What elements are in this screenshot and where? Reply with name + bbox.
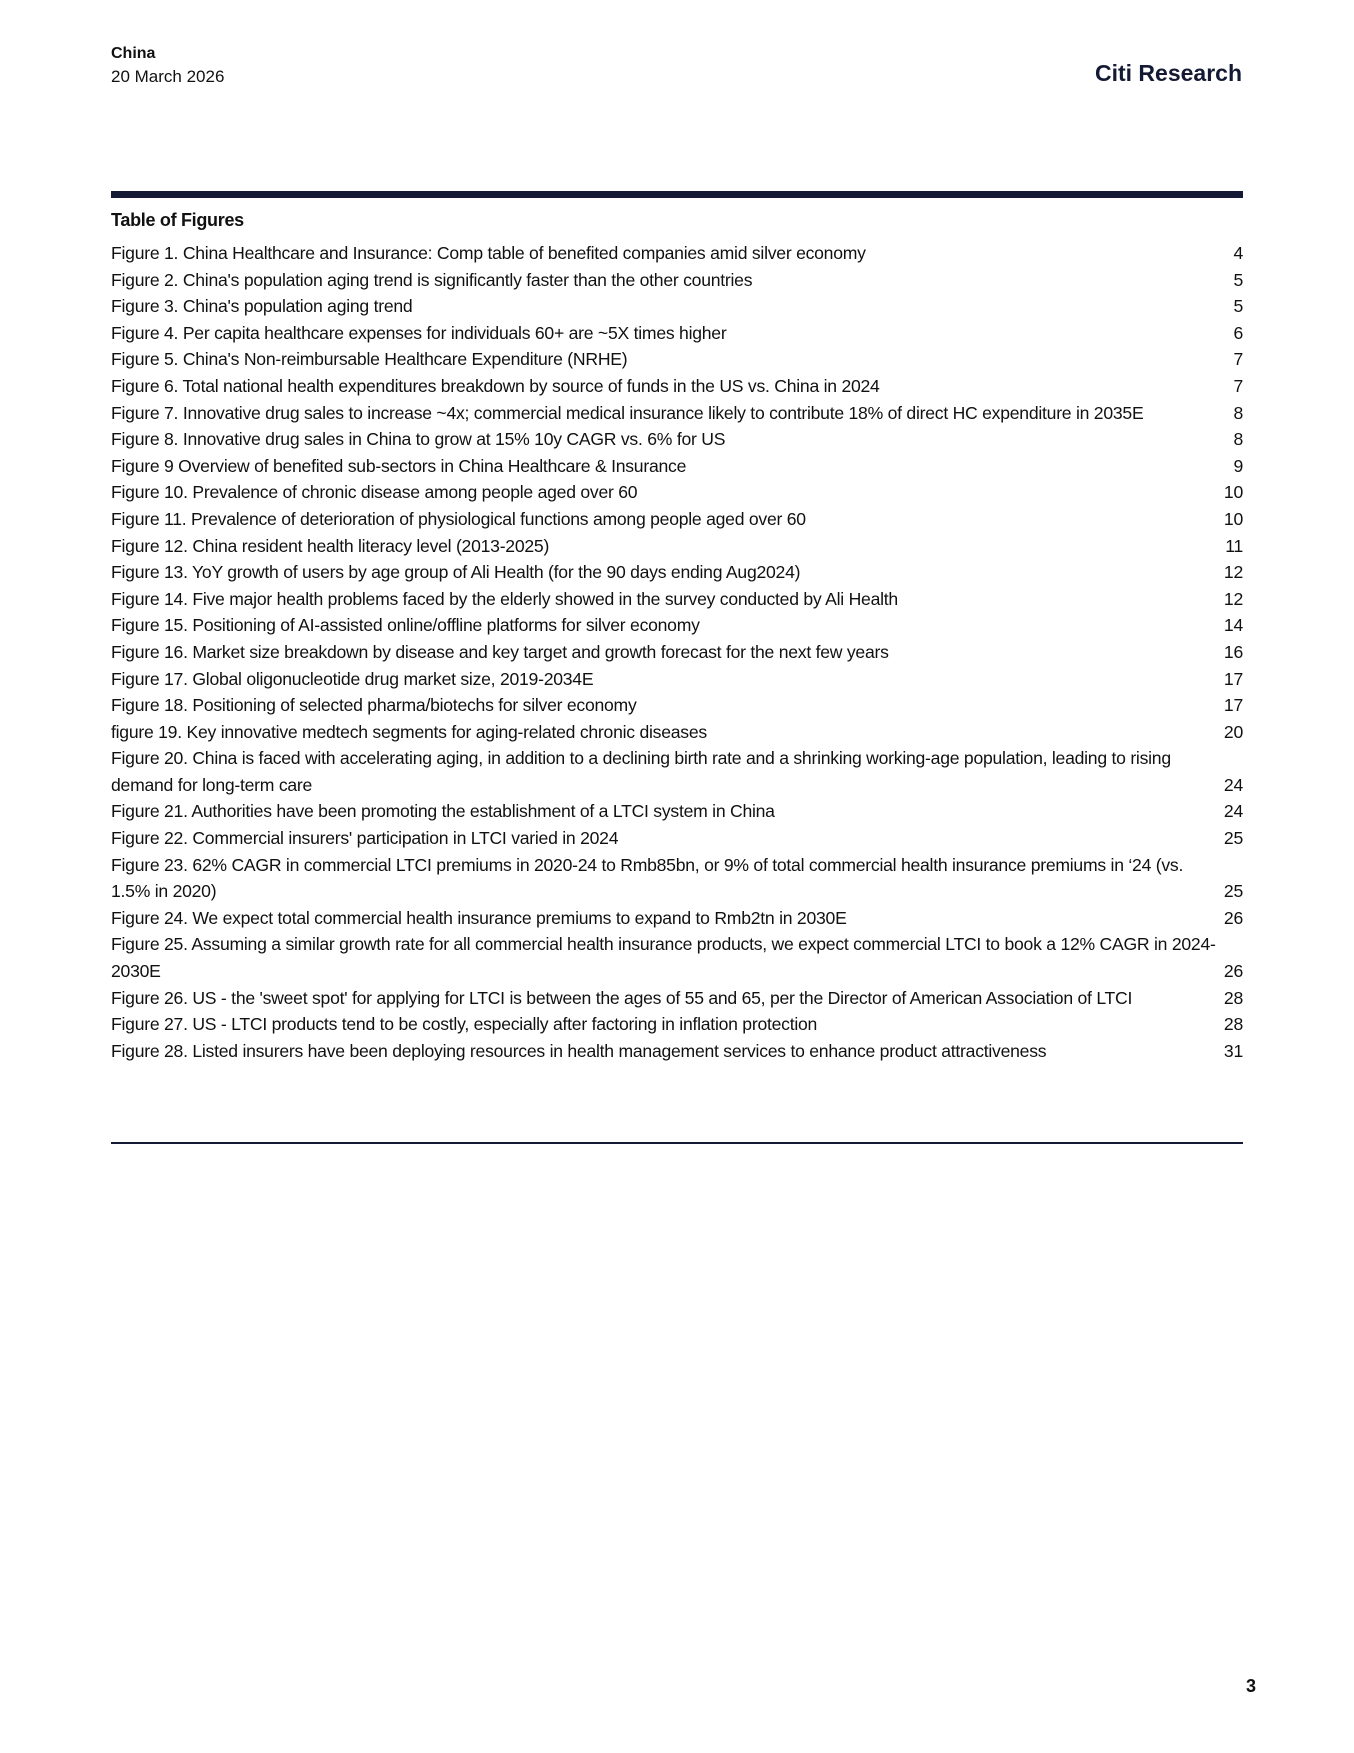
toc-entry[interactable] (111, 400, 1243, 427)
toc-entry-page[interactable]: 31 (1223, 1040, 1243, 1061)
toc-entry-title[interactable]: Figure 9 Overview of benefited sub-sectors in China Healthcare & Insurance (111, 455, 687, 476)
toc-entry[interactable] (111, 293, 1243, 320)
toc-entry[interactable] (111, 852, 1243, 905)
toc-entry[interactable] (111, 1011, 1243, 1038)
toc-entry-page[interactable]: 8 (1233, 402, 1243, 423)
brand-logo-text: Citi Research (1094, 60, 1242, 86)
toc-title: Table of Figures (111, 210, 244, 230)
toc-entry-title[interactable]: Figure 13. YoY growth of users by age group of Ali Health (for the 90 days ending Aug2024) (111, 562, 801, 583)
top-divider (111, 191, 1243, 198)
toc-entry-page[interactable]: 26 (1223, 961, 1243, 982)
toc-entry-title[interactable]: Figure 14. Five major health problems faced by the elderly showed in the survey conducted by Ali Health (111, 588, 898, 609)
toc-entry[interactable] (111, 267, 1243, 294)
report-date: 20 March 2026 (111, 67, 225, 86)
toc-entry-title[interactable]: Figure 22. Commercial insurers' participation in LTCI varied in 2024 (111, 828, 619, 849)
toc-entry-page[interactable]: 28 (1223, 1014, 1243, 1035)
table-of-figures (111, 240, 1243, 1064)
toc-entry-page[interactable]: 26 (1223, 907, 1243, 928)
toc-entry-title[interactable]: Figure 16. Market size breakdown by disease and key target and growth forecast for the next few years (111, 641, 889, 662)
toc-entry-title[interactable]: Figure 12. China resident health literacy level (2013-2025) (111, 535, 550, 556)
toc-entry[interactable] (111, 612, 1243, 639)
toc-entry-title[interactable]: Figure 20. China is faced with accelerating aging, in addition to a declining birth rate and a shrinking working-age population, leading to rising demand for long-term care (111, 748, 1171, 795)
toc-entry[interactable] (111, 373, 1243, 400)
toc-entry-page[interactable]: 10 (1223, 482, 1243, 503)
toc-entry-page[interactable]: 5 (1233, 269, 1243, 290)
toc-entry[interactable] (111, 666, 1243, 693)
toc-entry[interactable] (111, 745, 1243, 798)
toc-entry-page[interactable]: 24 (1223, 774, 1243, 795)
toc-entry-page[interactable]: 12 (1223, 562, 1243, 583)
toc-entry[interactable] (111, 798, 1243, 825)
toc-entry-page[interactable]: 12 (1223, 588, 1243, 609)
bottom-divider (111, 1142, 1243, 1144)
toc-entry-title[interactable]: Figure 26. US - the 'sweet spot' for applying for LTCI is between the ages of 55 and 65, per the Director of American Association of LTCI (111, 987, 1133, 1008)
toc-entry-title[interactable]: Figure 21. Authorities have been promoting the establishment of a LTCI system in China (111, 801, 775, 822)
toc-entry[interactable] (111, 346, 1243, 373)
toc-entry-title[interactable]: figure 19. Key innovative medtech segments for aging-related chronic diseases (111, 721, 707, 742)
toc-entry-title[interactable]: Figure 28. Listed insurers have been deploying resources in health management services to enhance product attractiveness (111, 1040, 1047, 1061)
toc-entry-page[interactable]: 24 (1223, 801, 1243, 822)
toc-entry-page[interactable]: 7 (1233, 349, 1243, 370)
toc-entry-title[interactable]: Figure 24. We expect total commercial health insurance premiums to expand to Rmb2tn in 2030E (111, 907, 847, 928)
toc-entry-page[interactable]: 11 (1225, 535, 1243, 556)
report-country: China (111, 45, 156, 62)
toc-entry-title[interactable]: Figure 7. Innovative drug sales to increase ~4x; commercial medical insurance likely to contribute 18% of direct HC expenditure in 2035E (111, 402, 1144, 423)
toc-entry-title[interactable]: Figure 18. Positioning of selected pharma/biotechs for silver economy (111, 695, 637, 716)
toc-entry[interactable] (111, 479, 1243, 506)
toc-entry-title[interactable]: Figure 1. China Healthcare and Insurance: Comp table of benefited companies amid silver economy (111, 243, 866, 263)
toc-entry[interactable] (111, 506, 1243, 533)
toc-entry-page[interactable]: 5 (1233, 296, 1243, 317)
toc-entry[interactable] (111, 453, 1243, 480)
toc-entry-page[interactable]: 25 (1223, 881, 1243, 902)
toc-entry[interactable] (111, 426, 1243, 453)
toc-entry-title[interactable]: Figure 15. Positioning of AI-assisted online/offline platforms for silver economy (111, 615, 700, 636)
toc-entry-page[interactable]: 4 (1233, 243, 1243, 263)
toc-entry[interactable] (111, 931, 1243, 984)
toc-entry[interactable] (111, 639, 1243, 666)
toc-entry-page[interactable]: 16 (1223, 641, 1243, 662)
toc-entry-title[interactable]: Figure 2. China's population aging trend is significantly faster than the other countries (111, 269, 753, 290)
toc-entry-page[interactable]: 20 (1223, 721, 1243, 742)
toc-entry-title[interactable]: Figure 11. Prevalence of deterioration of physiological functions among people aged over 60 (111, 508, 806, 529)
toc-entry[interactable] (111, 586, 1243, 613)
toc-entry-title[interactable]: Figure 17. Global oligonucleotide drug market size, 2019-2034E (111, 668, 594, 689)
toc-entry[interactable] (111, 985, 1243, 1012)
toc-entry-title[interactable]: Figure 10. Prevalence of chronic disease among people aged over 60 (111, 482, 638, 503)
toc-entry[interactable] (111, 1038, 1243, 1065)
toc-entry-page[interactable]: 8 (1233, 429, 1243, 450)
toc-entry-page[interactable]: 28 (1223, 987, 1243, 1008)
toc-entry-title[interactable]: Figure 8. Innovative drug sales in China to grow at 15% 10y CAGR vs. 6% for US (111, 429, 726, 450)
toc-entry-title[interactable]: Figure 3. China's population aging trend (111, 296, 413, 317)
toc-entry[interactable] (111, 240, 1243, 267)
toc-entry-page[interactable]: 17 (1223, 695, 1243, 716)
toc-entry-page[interactable]: 6 (1233, 322, 1243, 343)
toc-entry-title[interactable]: Figure 27. US - LTCI products tend to be costly, especially after factoring in inflation protection (111, 1014, 818, 1035)
toc-entry-title[interactable]: Figure 4. Per capita healthcare expenses for individuals 60+ are ~5X times higher (111, 322, 727, 343)
toc-entry-page[interactable]: 17 (1223, 668, 1243, 689)
toc-entry-page[interactable]: 10 (1223, 508, 1243, 529)
page-number: 3 (1245, 1676, 1256, 1696)
toc-entry[interactable] (111, 692, 1243, 719)
toc-entry-page[interactable]: 7 (1233, 375, 1243, 396)
toc-entry-title[interactable]: Figure 25. Assuming a similar growth rate for all commercial health insurance products, we expect commercial LTCI to book a 12% CAGR in 2024-2030E (111, 934, 1216, 982)
toc-entry-title[interactable]: Figure 23. 62% CAGR in commercial LTCI premiums in 2020-24 to Rmb85bn, or 9% of total commercial health insurance premiums in ‘24 (vs. 1.5% in 2020) (111, 854, 1184, 902)
toc-entry[interactable] (111, 719, 1243, 746)
toc-entry[interactable] (111, 905, 1243, 932)
toc-entry-page[interactable]: 9 (1233, 455, 1243, 476)
toc-entry-title[interactable]: Figure 5. China's Non-reimbursable Healthcare Expenditure (NRHE) (111, 349, 628, 370)
toc-entry-title[interactable]: Figure 6. Total national health expenditures breakdown by source of funds in the US vs. China in 2024 (111, 375, 880, 396)
toc-entry-page[interactable]: 25 (1223, 828, 1243, 849)
toc-entry[interactable] (111, 533, 1243, 560)
toc-entry-page[interactable]: 14 (1223, 615, 1243, 636)
toc-entry[interactable] (111, 559, 1243, 586)
toc-entry[interactable] (111, 825, 1243, 852)
toc-entry[interactable] (111, 320, 1243, 347)
